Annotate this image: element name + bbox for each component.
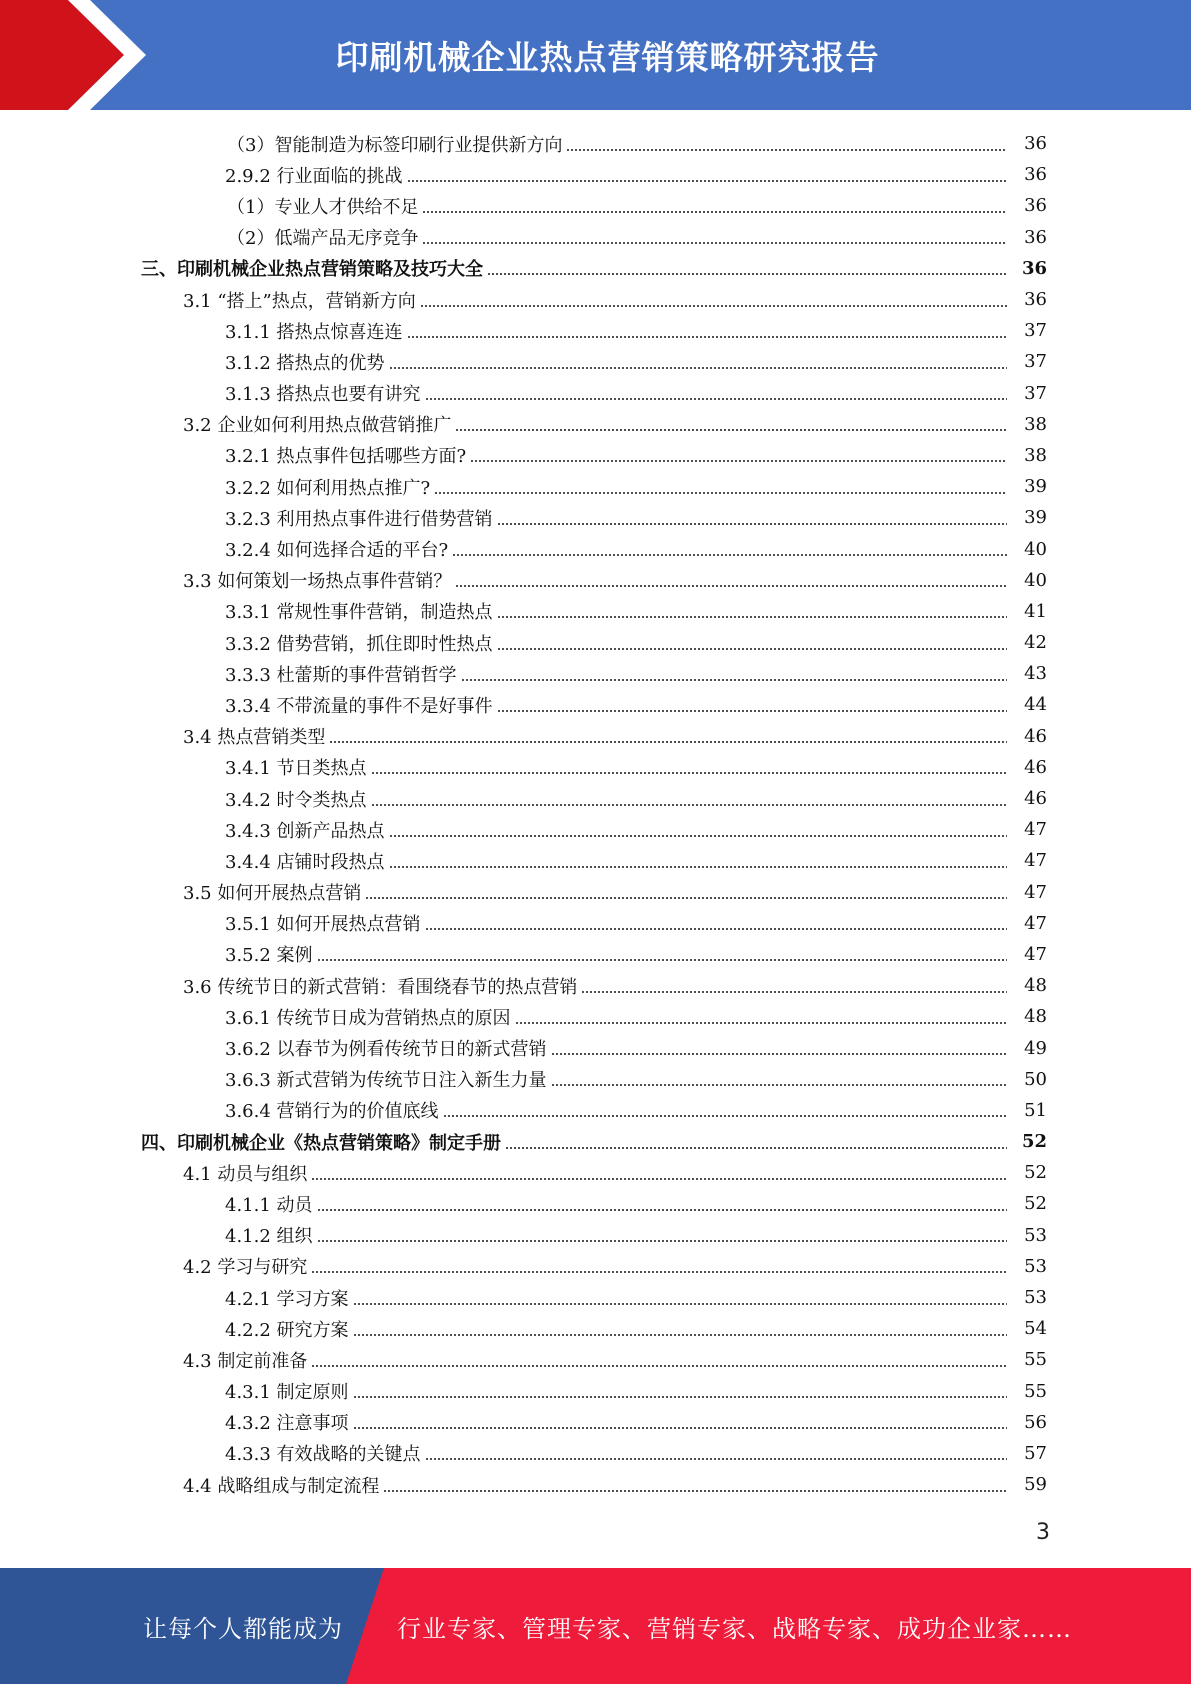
toc-entry-title: （3）智能制造为标签印刷行业提供新方向 <box>227 134 563 156</box>
toc-entry-title: 4.2 学习与研究 <box>183 1257 308 1279</box>
toc-entry[interactable] <box>0 159 1191 190</box>
dot-leader <box>461 679 1007 681</box>
dot-leader <box>317 1240 1007 1242</box>
toc-entry-title: 3.6.3 新式营销为传统节日注入新生力量 <box>225 1070 547 1092</box>
dot-leader <box>317 959 1007 961</box>
toc-entry-title: 3.1 “搭上”热点，营销新方向 <box>183 290 416 312</box>
toc-entry-title: （1）专业人才供给不足 <box>227 196 419 218</box>
dot-leader <box>455 585 1007 587</box>
toc-entry-title: 3.3.4 不带流量的事件不是好事件 <box>225 695 493 717</box>
dot-leader <box>317 1209 1007 1211</box>
toc-entry[interactable] <box>0 1282 1191 1313</box>
toc-entry-page: 39 <box>1024 507 1047 529</box>
toc-entry[interactable] <box>0 814 1191 845</box>
toc-entry-page: 52 <box>1024 1162 1047 1184</box>
toc-entry-page: 46 <box>1024 788 1047 810</box>
dot-leader <box>329 741 1007 743</box>
toc-entry[interactable] <box>0 346 1191 377</box>
toc-entry[interactable] <box>0 658 1191 689</box>
toc-entry[interactable] <box>0 378 1191 409</box>
toc-entry-title: 3.4.1 节日类热点 <box>225 758 367 780</box>
toc-entry[interactable] <box>0 596 1191 627</box>
toc-entry-page: 36 <box>1024 289 1047 311</box>
toc-entry-page: 36 <box>1024 133 1047 155</box>
toc-entry[interactable] <box>0 315 1191 346</box>
toc-entry[interactable] <box>0 222 1191 253</box>
dot-leader <box>389 367 1007 369</box>
dot-leader <box>389 835 1007 837</box>
toc-entry-title: 3.3.1 常规性事件营销，制造热点 <box>225 602 493 624</box>
toc-entry[interactable] <box>0 721 1191 752</box>
dot-leader <box>425 1458 1007 1460</box>
toc-entry[interactable] <box>0 1220 1191 1251</box>
toc-entry-title: 3.6.4 营销行为的价值底线 <box>225 1101 439 1123</box>
toc-entry-title: 3.6.1 传统节日成为营销热点的原因 <box>225 1007 511 1029</box>
page-number: 3 <box>1036 1520 1050 1545</box>
toc-entry[interactable] <box>0 1064 1191 1095</box>
toc-entry-page: 42 <box>1024 632 1047 654</box>
dot-leader <box>353 1334 1007 1336</box>
toc-entry-page: 55 <box>1024 1380 1047 1402</box>
toc-entry[interactable] <box>0 440 1191 471</box>
toc-entry-title: 3.4 热点营销类型 <box>183 727 326 749</box>
toc-entry-page: 40 <box>1024 569 1047 591</box>
toc-entry[interactable] <box>0 1313 1191 1344</box>
toc-entry[interactable] <box>0 1032 1191 1063</box>
dot-leader <box>371 804 1007 806</box>
toc-entry-page: 59 <box>1024 1474 1047 1496</box>
toc-entry-page: 47 <box>1024 881 1047 903</box>
dot-leader <box>497 710 1007 712</box>
toc-entry-title: 3.1.1 搭热点惊喜连连 <box>225 321 403 343</box>
dot-leader <box>311 1365 1007 1367</box>
dot-leader <box>353 1427 1007 1429</box>
toc-entry-page: 46 <box>1024 756 1047 778</box>
toc-entry[interactable] <box>0 689 1191 720</box>
toc-entry[interactable] <box>0 1438 1191 1469</box>
page-footer <box>0 1568 1191 1684</box>
toc-entry[interactable] <box>0 908 1191 939</box>
toc-entry-page: 48 <box>1024 1006 1047 1028</box>
dot-leader <box>407 180 1007 182</box>
toc-entry[interactable] <box>0 1001 1191 1032</box>
dot-leader <box>425 398 1007 400</box>
toc-entry-page: 51 <box>1024 1099 1047 1121</box>
toc-entry[interactable] <box>0 1251 1191 1282</box>
dot-leader <box>353 1303 1007 1305</box>
toc-entry-page: 52 <box>1024 1193 1047 1215</box>
dot-leader <box>365 897 1007 899</box>
dot-leader <box>422 211 1007 213</box>
dot-leader <box>434 492 1007 494</box>
dot-leader <box>551 1084 1007 1086</box>
toc-entry-title: （2）低端产品无序竞争 <box>227 228 419 250</box>
toc-entry-page: 44 <box>1024 694 1047 716</box>
toc-entry-title: 3.4.3 创新产品热点 <box>225 820 385 842</box>
toc-entry[interactable] <box>0 1095 1191 1126</box>
toc-entry-title: 3.2.3 利用热点事件进行借势营销 <box>225 508 493 530</box>
toc-entry[interactable] <box>0 845 1191 876</box>
toc-entry[interactable] <box>0 1157 1191 1188</box>
footer-slogan-right: 行业专家、管理专家、营销专家、战略专家、成功企业家…… <box>397 1614 1072 1643</box>
toc-entry-page: 36 <box>1024 226 1047 248</box>
dot-leader <box>422 242 1007 244</box>
dot-leader <box>566 149 1007 151</box>
toc-entry-page: 39 <box>1024 476 1047 498</box>
toc-entry-page: 46 <box>1024 725 1047 747</box>
toc-entry-title: 三、印刷机械企业热点营销策略及技巧大全 <box>141 259 483 281</box>
dot-leader <box>497 523 1007 525</box>
dot-leader <box>487 273 1007 275</box>
toc-entry-page: 47 <box>1024 943 1047 965</box>
toc-entry-page: 54 <box>1024 1318 1047 1340</box>
toc-entry-title: 4.2.1 学习方案 <box>225 1288 349 1310</box>
toc-entry[interactable] <box>0 253 1191 284</box>
toc-entry-page: 47 <box>1024 819 1047 841</box>
toc-entry-title: 3.6 传统节日的新式营销：看围绕春节的热点营销 <box>183 976 578 998</box>
report-title: 印刷机械企业热点营销策略研究报告 <box>335 37 880 77</box>
toc-entry-page: 52 <box>1021 1131 1047 1153</box>
toc-entry-title: 3.2 企业如何利用热点做营销推广 <box>183 415 452 437</box>
dot-leader <box>443 1115 1007 1117</box>
toc-entry-page: 55 <box>1024 1349 1047 1371</box>
dot-leader <box>311 1271 1007 1273</box>
toc-entry-title: 4.1.2 组织 <box>225 1226 313 1248</box>
toc-entry[interactable] <box>0 1344 1191 1375</box>
toc-entry-page: 41 <box>1024 600 1047 622</box>
toc-entry-title: 4.1.1 动员 <box>225 1194 313 1216</box>
toc-entry-title: 4.3.2 注意事项 <box>225 1413 349 1435</box>
toc-entry-page: 37 <box>1024 382 1047 404</box>
footer-slogan-left: 让每个人都能成为 <box>143 1614 343 1643</box>
dot-leader <box>389 866 1007 868</box>
dot-leader <box>497 616 1007 618</box>
dot-leader <box>515 1022 1007 1024</box>
toc-entry-page: 36 <box>1024 164 1047 186</box>
dot-leader <box>353 1396 1007 1398</box>
toc-entry-page: 38 <box>1024 444 1047 466</box>
toc-entry-page: 40 <box>1024 538 1047 560</box>
toc-entry-page: 53 <box>1024 1224 1047 1246</box>
dot-leader <box>383 1490 1007 1492</box>
toc-entry-page: 43 <box>1024 663 1047 685</box>
toc-entry-title: 3.4.2 时令类热点 <box>225 789 367 811</box>
toc-entry-page: 53 <box>1024 1255 1047 1277</box>
toc-entry-title: 3.2.1 热点事件包括哪些方面? <box>225 446 467 468</box>
toc-entry-title: 3.5 如何开展热点营销 <box>183 883 362 905</box>
toc-entry-title: 3.3 如何策划一场热点事件营销？ <box>183 571 452 593</box>
toc-entry-page: 37 <box>1024 320 1047 342</box>
toc-entry[interactable] <box>0 533 1191 564</box>
toc-entry[interactable] <box>0 877 1191 908</box>
toc-entry[interactable] <box>0 128 1191 159</box>
toc-entry-title: 四、印刷机械企业《热点营销策略》制定手册 <box>141 1132 501 1154</box>
toc-entry-page: 48 <box>1024 975 1047 997</box>
toc-entry[interactable] <box>0 190 1191 221</box>
page-header <box>0 0 1191 110</box>
dot-leader <box>407 336 1007 338</box>
dot-leader <box>581 991 1007 993</box>
toc-entry[interactable] <box>0 284 1191 315</box>
toc-entry[interactable] <box>0 1407 1191 1438</box>
dot-leader <box>371 772 1007 774</box>
dot-leader <box>455 429 1007 431</box>
dot-leader <box>425 928 1007 930</box>
toc-entry-page: 37 <box>1024 351 1047 373</box>
toc-entry-title: 4.4 战略组成与制定流程 <box>183 1475 380 1497</box>
toc-entry[interactable] <box>0 471 1191 502</box>
toc-entry-title: 4.3 制定前准备 <box>183 1350 308 1372</box>
dot-leader <box>551 1053 1007 1055</box>
toc-entry-title: 4.1 动员与组织 <box>183 1163 308 1185</box>
toc-entry-title: 3.5.2 案例 <box>225 945 313 967</box>
toc-entry-page: 56 <box>1024 1411 1047 1433</box>
toc-entry[interactable] <box>0 502 1191 533</box>
toc-entry-page: 57 <box>1024 1442 1047 1464</box>
toc-entry[interactable] <box>0 627 1191 658</box>
dot-leader <box>497 648 1007 650</box>
toc-entry-title: 3.6.2 以春节为例看传统节日的新式营销 <box>225 1039 547 1061</box>
toc-entry-page: 47 <box>1024 912 1047 934</box>
toc-entry-title: 3.3.3 杜蕾斯的事件营销哲学 <box>225 664 457 686</box>
toc-entry-title: 3.4.4 店铺时段热点 <box>225 851 385 873</box>
toc-entry-page: 38 <box>1024 413 1047 435</box>
toc-entry-title: 3.2.4 如何选择合适的平台? <box>225 540 449 562</box>
toc-entry[interactable] <box>0 409 1191 440</box>
table-of-contents <box>0 128 1191 1500</box>
toc-entry[interactable] <box>0 1188 1191 1219</box>
toc-entry-title: 4.3.1 制定原则 <box>225 1382 349 1404</box>
toc-entry[interactable] <box>0 1376 1191 1407</box>
toc-entry-page: 36 <box>1021 257 1047 279</box>
toc-entry-page: 53 <box>1024 1287 1047 1309</box>
toc-entry[interactable] <box>0 1469 1191 1500</box>
toc-entry-title: 2.9.2 行业面临的挑战 <box>225 165 403 187</box>
toc-entry[interactable] <box>0 939 1191 970</box>
toc-entry[interactable] <box>0 970 1191 1001</box>
toc-entry-title: 4.3.3 有效战略的关键点 <box>225 1444 421 1466</box>
toc-entry[interactable] <box>0 565 1191 596</box>
toc-entry-page: 36 <box>1024 195 1047 217</box>
dot-leader <box>420 305 1007 307</box>
toc-entry-title: 3.5.1 如何开展热点营销 <box>225 914 421 936</box>
toc-entry-title: 3.1.2 搭热点的优势 <box>225 352 385 374</box>
toc-entry-page: 49 <box>1024 1037 1047 1059</box>
toc-entry-title: 3.1.3 搭热点也要有讲究 <box>225 384 421 406</box>
dot-leader <box>452 554 1007 556</box>
toc-entry[interactable] <box>0 1126 1191 1157</box>
toc-entry-title: 3.2.2 如何利用热点推广? <box>225 477 431 499</box>
dot-leader <box>470 460 1007 462</box>
toc-entry-page: 50 <box>1024 1068 1047 1090</box>
dot-leader <box>311 1178 1007 1180</box>
dot-leader <box>505 1147 1007 1149</box>
toc-entry-page: 47 <box>1024 850 1047 872</box>
toc-entry-title: 4.2.2 研究方案 <box>225 1319 349 1341</box>
toc-entry-title: 3.3.2 借势营销，抓住即时性热点 <box>225 633 493 655</box>
toc-entry[interactable] <box>0 752 1191 783</box>
toc-entry[interactable] <box>0 783 1191 814</box>
